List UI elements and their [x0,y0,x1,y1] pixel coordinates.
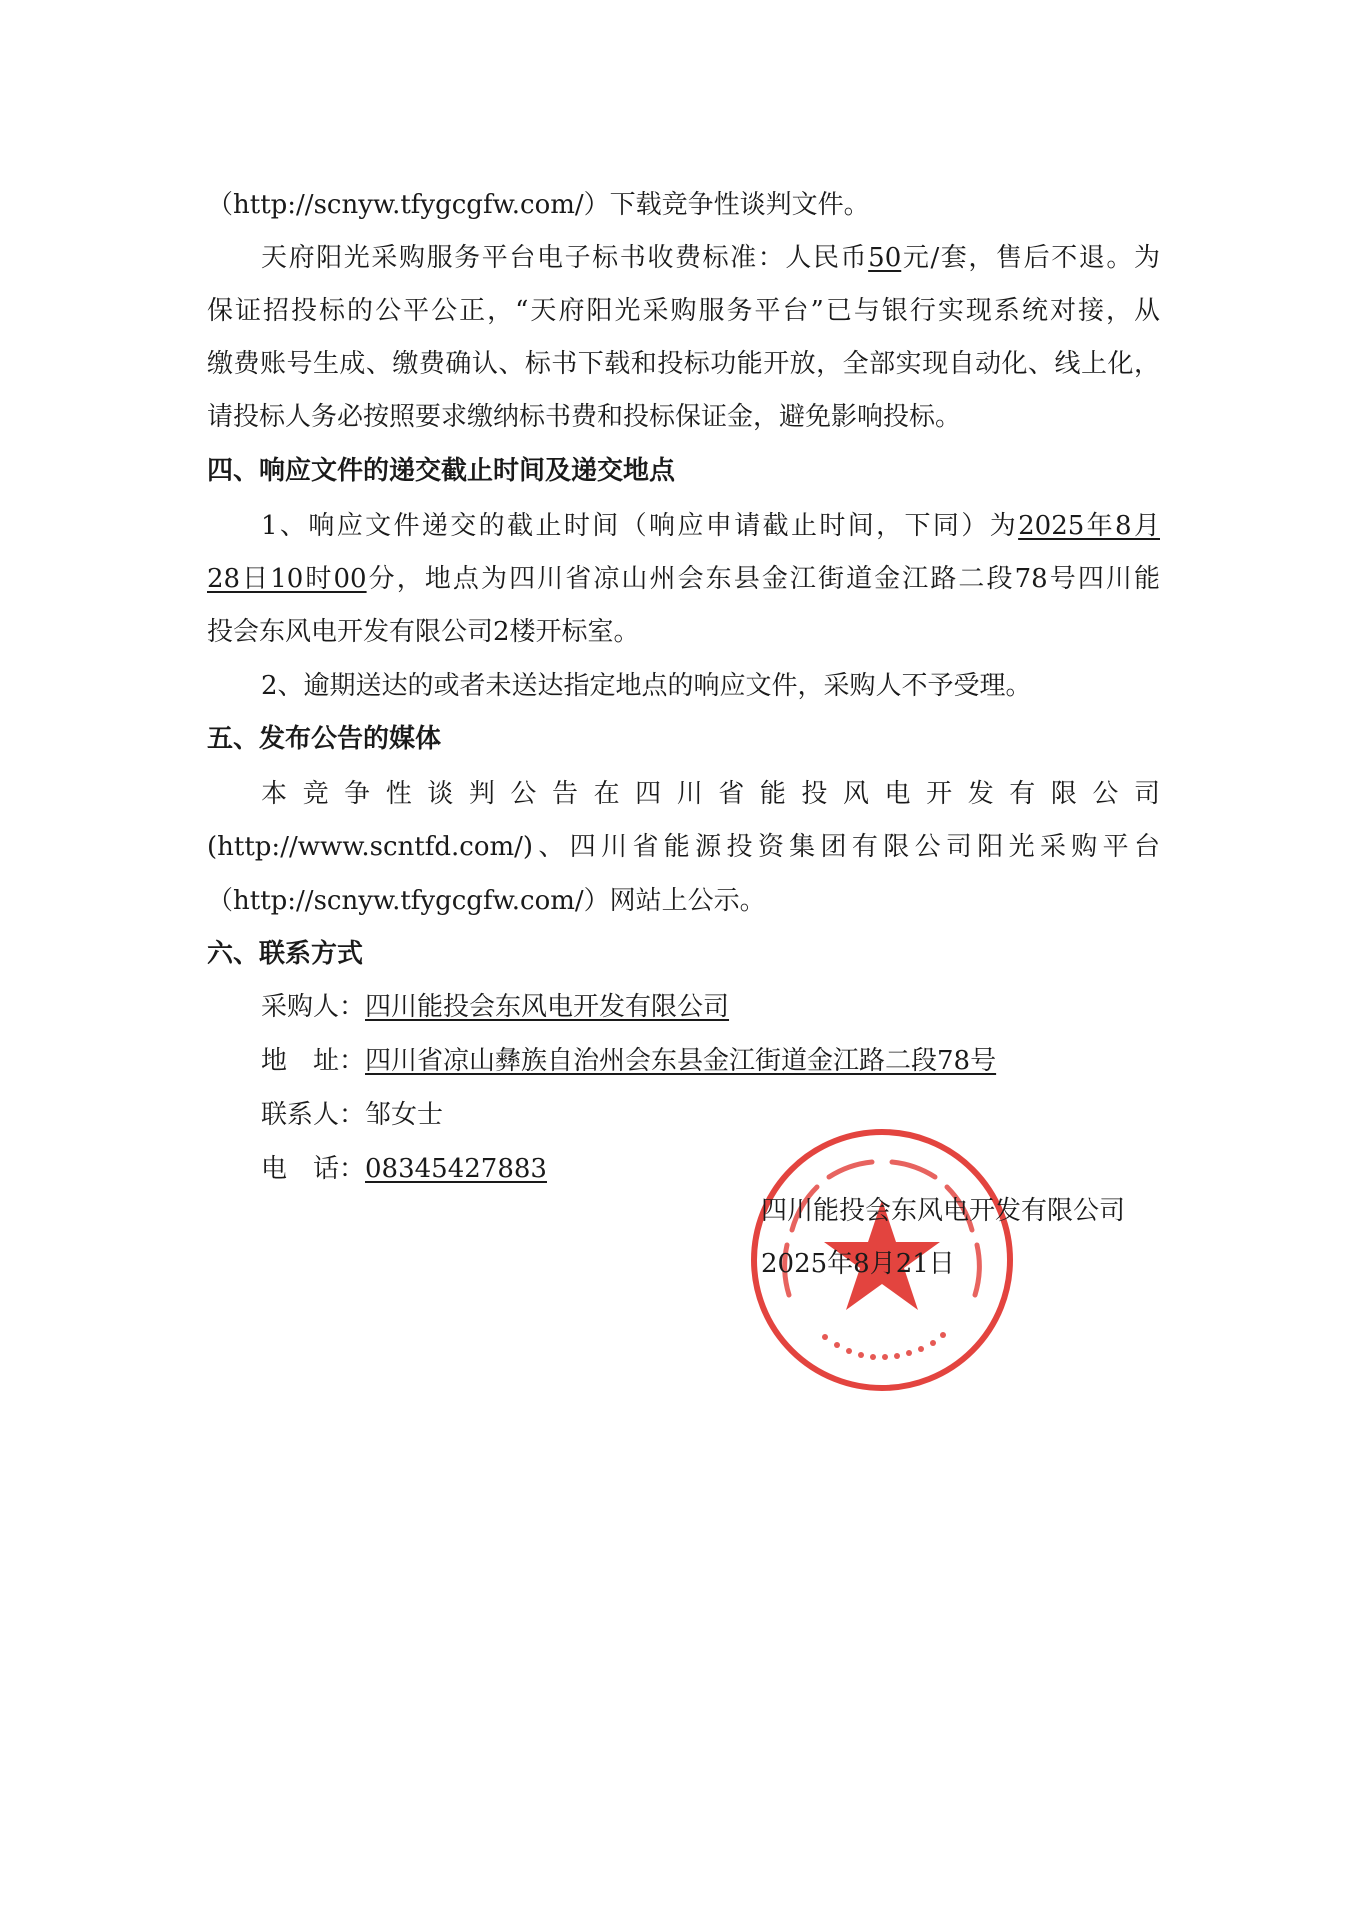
underlined-value: 2025年8月 [1018,511,1160,541]
text-segment: 电 话： [261,1154,366,1184]
text-segment: （http://scnyw.tfygcgfw.com/）下载竞争性谈判文件。 [207,190,870,220]
text-line [207,881,1160,921]
text-segment: 元/套，售后不退。为 [901,243,1160,273]
text-line [261,666,1160,706]
section-heading [207,451,1160,491]
text-segment: 采购人： [261,992,366,1022]
text-segment: 缴费账号生成、缴费确认、标书下载和投标功能开放，全部实现自动化、线上化， [207,349,1160,379]
text-line [261,1041,1160,1081]
signature-company: 四川能投会东风电开发有限公司 [761,1196,1126,1226]
text-line [207,185,1160,225]
text-line [261,774,1160,814]
text-segment: 天府阳光采购服务平台电子标书收费标准：人民币 [261,243,869,273]
text-segment: 联系人：邹女士 [261,1100,444,1130]
underlined-value: 08345427883 [365,1154,547,1184]
signature-date: 2025年8月21日 [761,1249,955,1279]
text-line [207,291,1160,331]
underlined-value: 四川省凉山彝族自治州会东县金江街道金江路二段78号 [365,1046,997,1076]
text-line [207,827,1160,867]
section-heading [207,719,1160,759]
text-line [261,1095,1160,1135]
text-segment: 地 址： [261,1046,366,1076]
text-line [207,612,1160,652]
text-segment: 保证招投标的公平公正，“天府阳光采购服务平台”已与银行实现系统对接，从 [207,296,1160,326]
text-segment: 投会东风电开发有限公司2楼开标室。 [207,617,640,647]
underlined-value: 四川能投会东风电开发有限公司 [365,992,730,1022]
text-segment: 本竞争性谈判公告在四川省能投风电开发有限公司 [261,779,1160,809]
text-segment: (http://www.scntfd.com/)、四川省能源投资集团有限公司阳光采购平台 [207,832,1160,862]
text-line [261,506,1160,546]
text-segment: 2、逾期送达的或者未送达指定地点的响应文件，采购人不予受理。 [261,671,1032,701]
underlined-value: 28日10时00 [207,564,367,594]
underlined-value: 50 [868,243,902,273]
text-line [261,987,1160,1027]
text-segment: 请投标人务必按照要求缴纳标书费和投标保证金，避免影响投标。 [207,402,962,432]
text-line [207,397,1160,437]
text-segment: 1、响应文件递交的截止时间（响应申请截止时间，下同）为 [261,511,1019,541]
text-line [207,559,1160,599]
section-heading [207,934,1160,974]
text-segment: 分，地点为四川省凉山州会东县金江街道金江路二段78号四川能 [366,564,1160,594]
text-segment: 五、发布公告的媒体 [207,724,442,754]
seal-code-marks [822,1332,946,1360]
text-segment: 四、响应文件的递交截止时间及递交地点 [207,456,676,486]
text-segment: 六、联系方式 [207,939,364,969]
text-segment: （http://scnyw.tfygcgfw.com/）网站上公示。 [207,886,766,916]
text-line [261,238,1160,278]
text-line [207,344,1160,384]
text-line [261,1149,1160,1189]
